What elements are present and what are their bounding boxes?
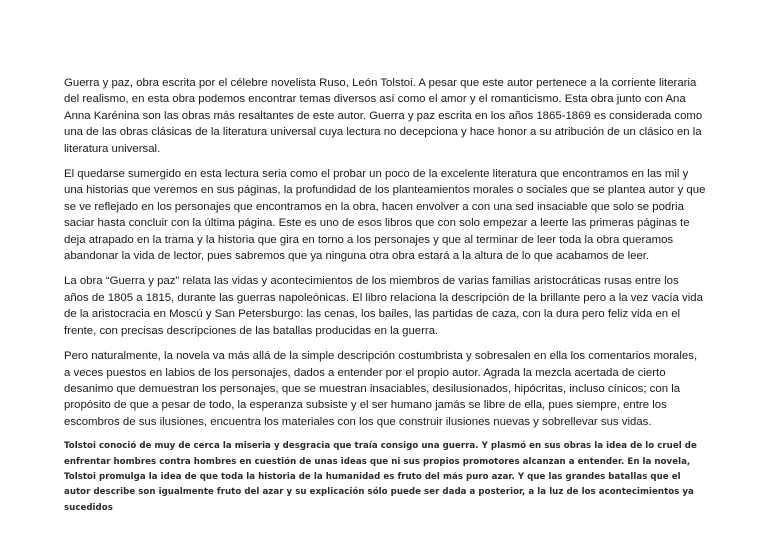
paragraph-war: Tolstoi conoció de muy de cerca la miseria y desgracia que traía consigo una guerra. Y plasmó en sus obras la idea de lo cruel de enfrentar hombres contra hombres en cuestión de unas ideas que ni sus propios promotores alcanzan a entender. En la novela, Tolstoi promulga la idea de que toda la historia de la humanidad es fruto del más puro azar. Y que las grandes batallas que el autor describe son igualmente fruto del azar y su explicación sólo puede ser dada a posterior, a la luz de los acontecimientos ya sucedidos <box>64 441 697 513</box>
paragraph-morals: Pero naturalmente, la novela va más allá de la simple descripción costumbrista y sobresalen en ella los comentarios morales, a veces puestos en labios de los personajes, dados a entender por el propio autor. Agrada la mezcla acertada de cierto desanimo que demuestran los personajes, que se muestran insaciables, desilusionados, hipócritas, incluso cínicos; con la propósito de que a pesar de todo, la esperanza subsiste y el ser humano jamás se libre de ella, pues siempre, entre los escombros de sus ilusiones, encuentra los materiales con los que construir ilusiones nuevas y sobrellevar sus vidas. <box>64 350 698 428</box>
paragraph-plot: La obra “Guerra y paz” relata las vidas y acontecimientos de los miembros de varias familias aristocráticas rusas entre los años de 1805 a 1815, durante las guerras napoleónicas. El libro relaciona la descripción de la brillante pero a la vez vacía vida de la aristocracia en Moscú y San Petersburgo: las cenas, los bailes, las partidas de caza, con la dura pero feliz vida en el frente, con precisas descripciones de las batallas producidas en la guerra. <box>64 275 703 337</box>
paragraph-immersion: El quedarse sumergido en esta lectura seria como el probar un poco de la excelente literatura que encontramos en las mil y una historias que veremos en sus páginas, la profundidad de los planteamientos morales o sociales que se plantea autor y que se ve reflejado en los personajes que encontramos en la obra, hacen envolver a con una sed insaciable que solo se podria saciar hasta concluir con la última página. Este es uno de esos libros que con solo empezar a leerte las primeras páginas te deja atrapado en la trama y la historia que gira en torno a los personajes y que al terminar de leer toda la obra queramos abandonar la vida de lector, pues sabremos que ya ninguna otra obra estará a la altura de lo que acabamos de leer. <box>64 168 706 263</box>
paragraph-intro: Guerra y paz, obra escrita por el célebre novelista Ruso, León Tolstoi. A pesar que este autor pertenece a la corriente literaria del realismo, en esta obra podemos encontrar temas diversos así como el amor y el romanticismo. Esta obra junto con Ana Anna Karénina son las obras más resaltantes de este autor. Guerra y paz escrita en los años 1865-1869 es considerada como una de las obras clásicas de la literatura universal cuya lectura no decepciona y hace honor a su atribución de un clásico en la literatura universal. <box>64 77 703 155</box>
document-body <box>64 75 706 525</box>
